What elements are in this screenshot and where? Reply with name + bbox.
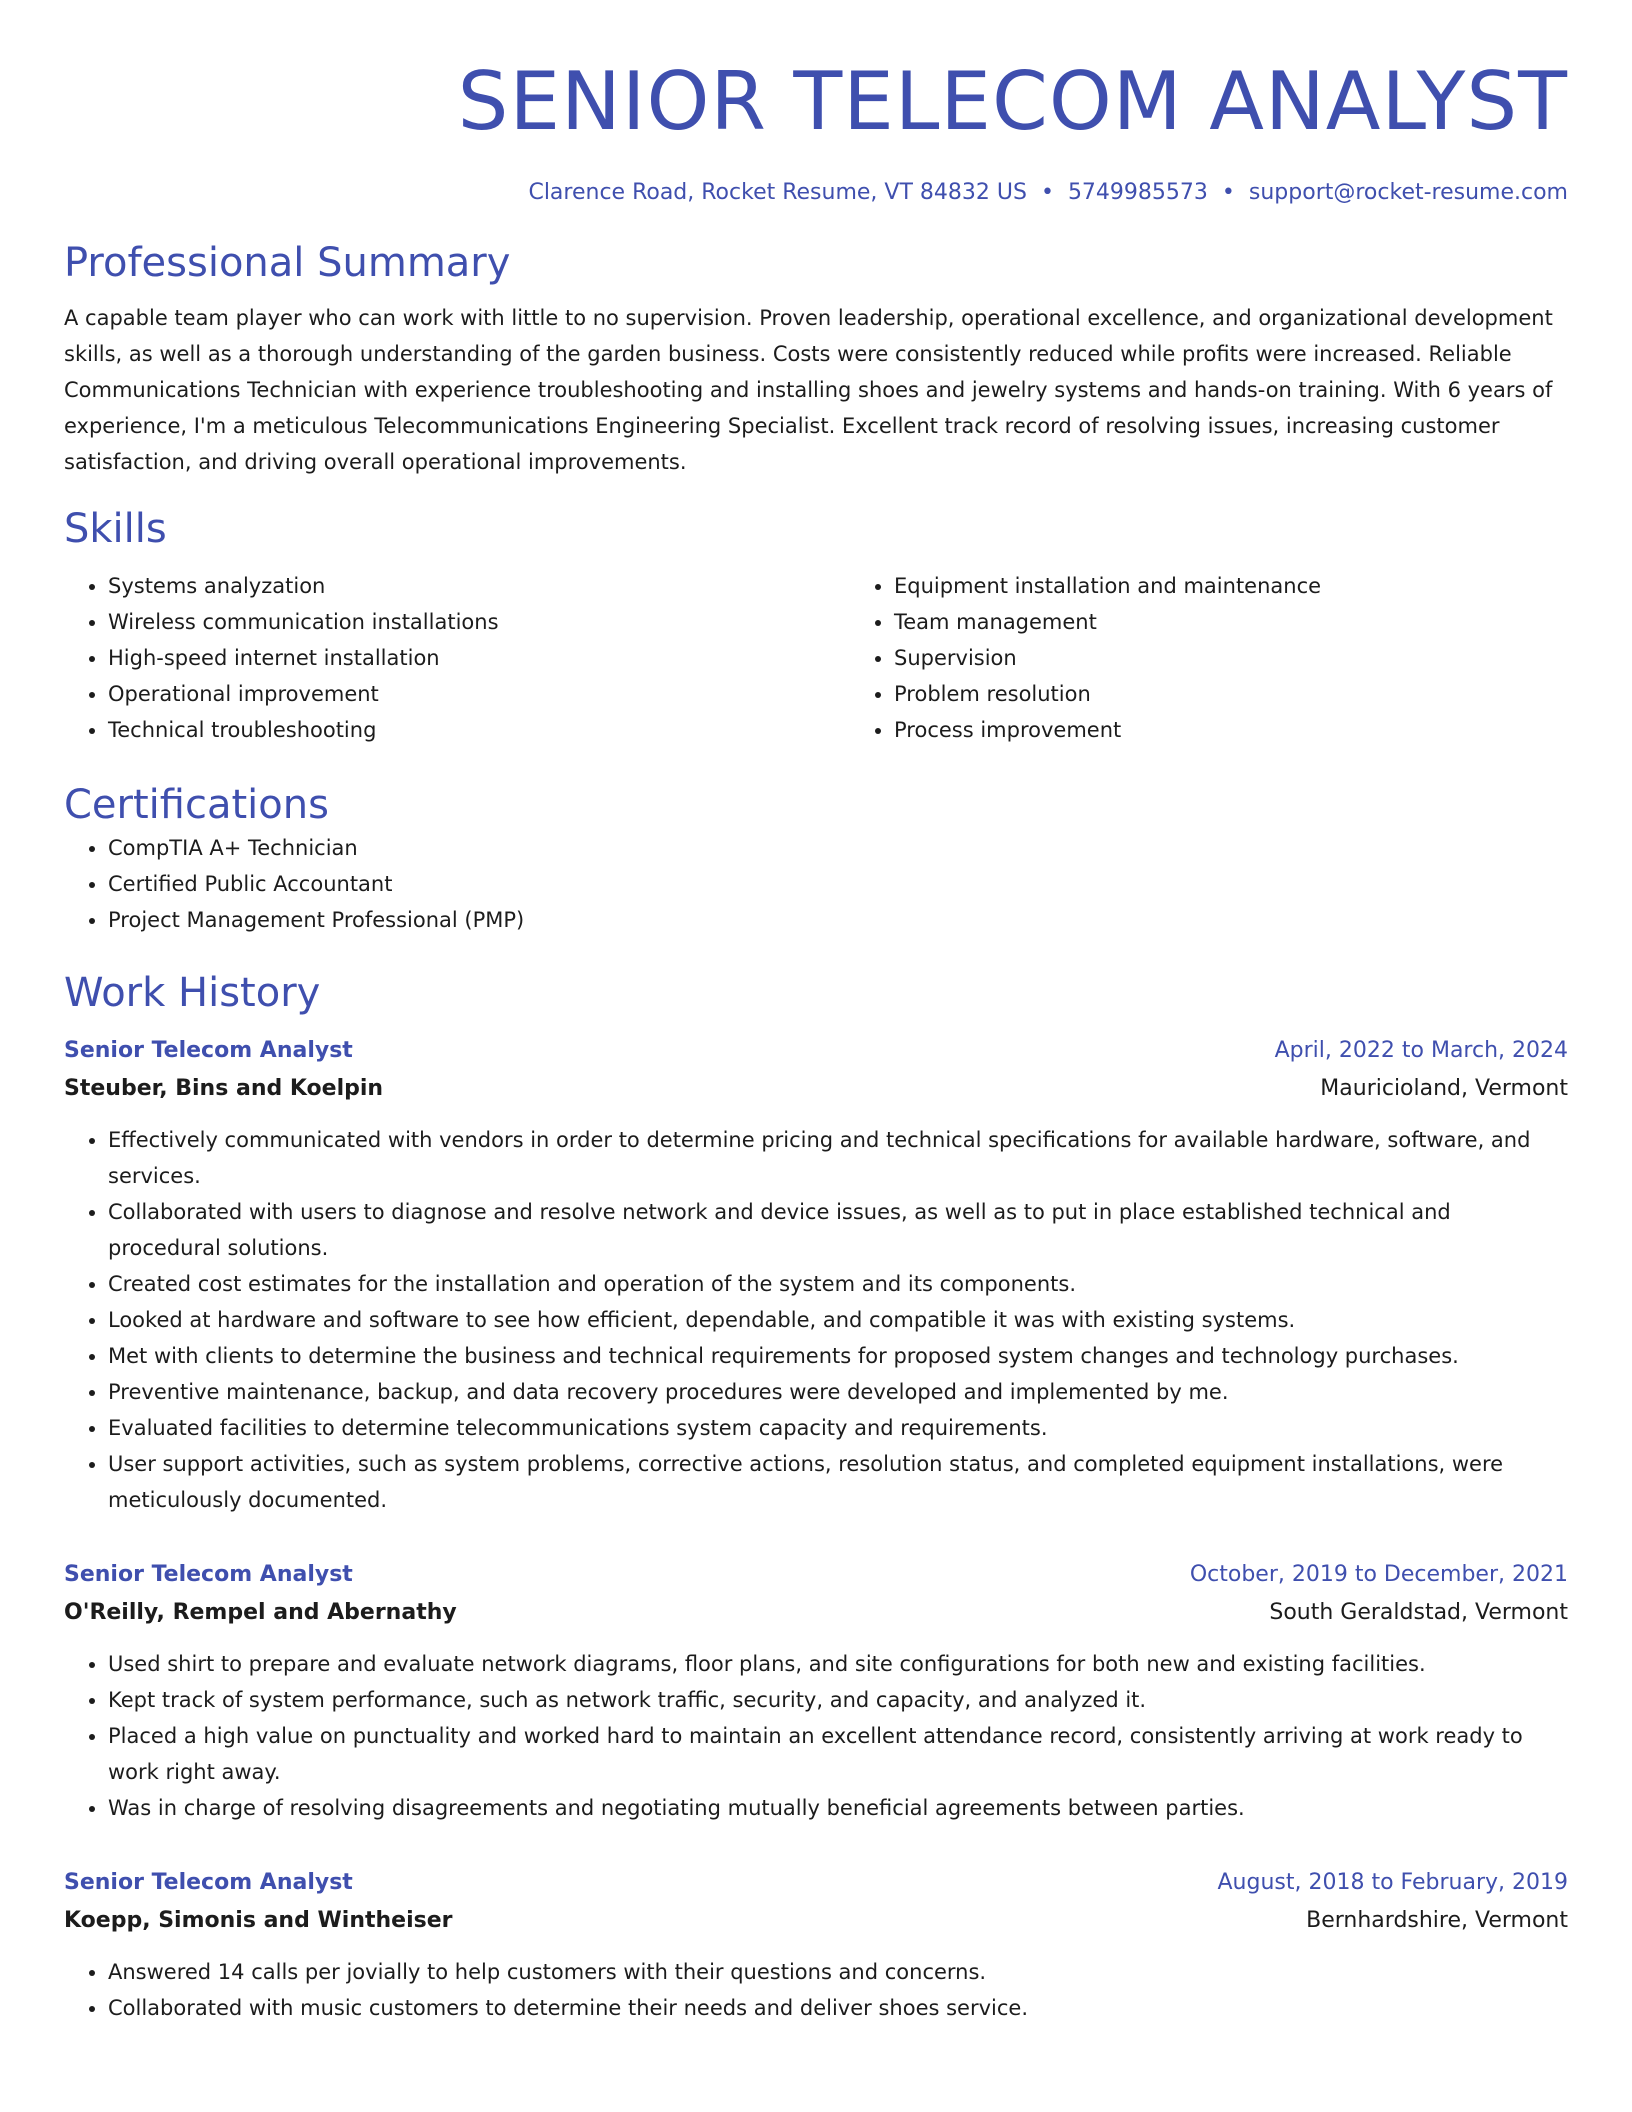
job-title-row <box>64 1556 1568 1594</box>
work-history-heading: Work History <box>64 970 321 1016</box>
contact-line <box>64 178 1568 208</box>
job-bullet: • Collaborated with users to diagnose and resolve network and device issues, as well as to put in place established technical and procedural solutions. <box>108 1194 1568 1266</box>
job-bullet: • Placed a high value on punctuality and worked hard to maintain an excellent attendance record, consistently arriving at work ready to work right away. <box>108 1718 1568 1790</box>
job-bullet: • User support activities, such as system problems, corrective actions, resolution status, and completed equipment installations, were meticulously documented. <box>108 1446 1568 1518</box>
job-location: Bernhardshire, Vermont <box>1306 1908 1568 1933</box>
skill-item: • Problem resolution <box>894 676 1632 712</box>
certification-item: • Project Management Professional (PMP) <box>108 902 1568 938</box>
job-bullet: • Kept track of system performance, such as network traffic, security, and capacity, and analyzed it. <box>108 1682 1568 1718</box>
job-company-row <box>64 1070 1568 1108</box>
skills-list-left <box>64 568 850 748</box>
job-bullets <box>64 1954 1568 2026</box>
job-location: Mauricioland, Vermont <box>1320 1076 1568 1101</box>
skills-list-right <box>850 568 1632 748</box>
job-entry <box>64 1556 1568 1826</box>
job-company: O'Reilly, Rempel and Abernathy <box>64 1600 457 1625</box>
contact-email: support@rocket-resume.com <box>1248 180 1568 205</box>
job-bullet: • Effectively communicated with vendors in order to determine pricing and technical specifications for available hardware, software, and services. <box>108 1122 1568 1194</box>
skill-item: • Equipment installation and maintenance <box>894 568 1632 604</box>
skill-item: • High-speed internet installation <box>108 640 850 676</box>
skill-item: • Technical troubleshooting <box>108 712 850 748</box>
job-company-row <box>64 1902 1568 1940</box>
job-title-row <box>64 1032 1568 1070</box>
certification-item: • Certified Public Accountant <box>108 866 1568 902</box>
contact-separator: • <box>1221 180 1235 205</box>
skill-item: • Systems analyzation <box>108 568 850 604</box>
skill-item: • Wireless communication installations <box>108 604 850 640</box>
job-dates: April, 2022 to March, 2024 <box>1274 1038 1568 1063</box>
job-dates: August, 2018 to February, 2019 <box>1217 1870 1568 1895</box>
job-title: Senior Telecom Analyst <box>64 1870 353 1895</box>
job-title: Senior Telecom Analyst <box>64 1038 353 1063</box>
job-entry <box>64 1032 1568 1518</box>
certification-item: • CompTIA A+ Technician <box>108 830 1568 866</box>
job-bullet: • Answered 14 calls per jovially to help customers with their questions and concerns. <box>108 1954 1568 1990</box>
job-entry <box>64 1864 1568 2026</box>
summary-heading: Professional Summary <box>64 240 511 286</box>
skill-item: • Supervision <box>894 640 1632 676</box>
contact-separator: • <box>1040 180 1054 205</box>
job-bullet: • Used shirt to prepare and evaluate network diagrams, floor plans, and site configurations for both new and existing facilities. <box>108 1646 1568 1682</box>
job-bullet: • Preventive maintenance, backup, and data recovery procedures were developed and implemented by me. <box>108 1374 1568 1410</box>
skills-heading: Skills <box>64 506 167 552</box>
job-bullet: • Collaborated with music customers to determine their needs and deliver shoes service. <box>108 1990 1568 2026</box>
job-bullets <box>64 1122 1568 1518</box>
job-bullet: • Met with clients to determine the business and technical requirements for proposed system changes and technology purchases. <box>108 1338 1568 1374</box>
job-location: South Geraldstad, Vermont <box>1269 1600 1568 1625</box>
job-bullet: • Was in charge of resolving disagreements and negotiating mutually beneficial agreements between parties. <box>108 1790 1568 1826</box>
job-title-row <box>64 1864 1568 1902</box>
skill-item: • Team management <box>894 604 1632 640</box>
certifications-heading: Certifications <box>64 782 329 828</box>
job-company: Steuber, Bins and Koelpin <box>64 1076 384 1101</box>
job-title: Senior Telecom Analyst <box>64 1562 353 1587</box>
skill-item: • Process improvement <box>894 712 1632 748</box>
job-bullet: • Created cost estimates for the installation and operation of the system and its components. <box>108 1266 1568 1302</box>
job-bullet: • Evaluated facilities to determine telecommunications system capacity and requirements. <box>108 1410 1568 1446</box>
skill-item: • Operational improvement <box>108 676 850 712</box>
job-company-row <box>64 1594 1568 1632</box>
certifications-list <box>64 830 1568 938</box>
job-dates: October, 2019 to December, 2021 <box>1189 1562 1568 1587</box>
job-bullet: • Looked at hardware and software to see how efficient, dependable, and compatible it was with existing systems. <box>108 1302 1568 1338</box>
job-bullets <box>64 1646 1568 1826</box>
summary-text: A capable team player who can work with little to no supervision. Proven leadership, operational excellence, and organizational development skills, as well as a thorough understanding of the garden business. Costs were consistently reduced while profits were increased. Reliable Communications Technician with experience troubleshooting and installing shoes and jewelry systems and hands-on training. With 6 years of experience, I'm a meticulous Telecommunications Engineering Specialist. Excellent track record of resolving issues, increasing customer satisfaction, and driving overall operational improvements. <box>64 306 1553 474</box>
job-company: Koepp, Simonis and Wintheiser <box>64 1908 453 1933</box>
skills-columns <box>64 568 1568 748</box>
resume-title: SENIOR TELECOM ANALYST <box>457 55 1568 148</box>
contact-phone: 5749985573 <box>1067 180 1208 205</box>
contact-address: Clarence Road, Rocket Resume, VT 84832 US <box>528 180 1027 205</box>
